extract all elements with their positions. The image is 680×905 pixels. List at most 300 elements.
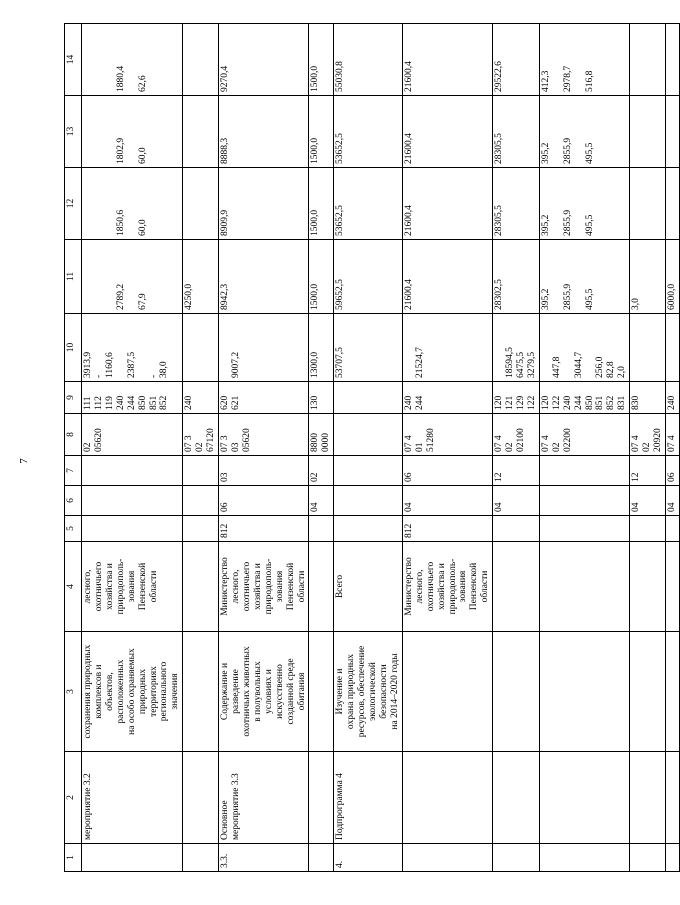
cell-line: 3279,5 bbox=[526, 351, 537, 378]
cell-line bbox=[149, 99, 160, 164]
cell-line: природополь- bbox=[115, 558, 126, 615]
cell-line bbox=[667, 27, 678, 92]
table-cell-col7: 06 bbox=[666, 456, 680, 486]
cell-line: 8800 bbox=[310, 433, 321, 452]
table-cell-col7: 03 bbox=[219, 456, 309, 486]
cell-line: 240 bbox=[562, 395, 573, 410]
cell-line bbox=[516, 27, 527, 92]
cell-line: 07 4 bbox=[494, 435, 505, 452]
cell-line: лесного, bbox=[414, 569, 425, 604]
table-cell-col5: 812 bbox=[402, 516, 492, 542]
cell-line bbox=[552, 99, 563, 164]
cell-line bbox=[415, 171, 426, 236]
cell-line bbox=[127, 243, 138, 310]
table-cell-col8 bbox=[219, 414, 309, 456]
cell-line bbox=[552, 243, 563, 310]
table-cell-col6 bbox=[334, 486, 403, 516]
column-header-10: 10 bbox=[65, 314, 82, 382]
cell-line: 1500,0 bbox=[310, 209, 321, 236]
cell-line: 2855,9 bbox=[562, 283, 573, 310]
table-cell-col5 bbox=[334, 516, 403, 542]
cell-line: 07 4 bbox=[540, 435, 551, 452]
cell-line: 1500,0 bbox=[310, 65, 321, 92]
table-cell-col12 bbox=[666, 168, 680, 240]
cell-line bbox=[505, 27, 516, 92]
cell-line bbox=[527, 99, 538, 164]
cell-line: 02 bbox=[505, 442, 516, 452]
cell-line: 67,9 bbox=[137, 293, 148, 310]
cell-line: 21524,7 bbox=[414, 347, 425, 378]
table-cell-col8 bbox=[630, 414, 666, 456]
table-cell-col14 bbox=[539, 24, 629, 96]
cell-line: обитания bbox=[296, 672, 307, 711]
column-header-7: 7 bbox=[65, 456, 82, 486]
table-cell-col13 bbox=[630, 96, 666, 168]
cell-line: 1850,6 bbox=[115, 209, 126, 236]
cell-line: - bbox=[93, 374, 104, 378]
table-cell-col2: Подпрограмма 4 bbox=[334, 752, 403, 844]
cell-line: 62,6 bbox=[137, 75, 148, 92]
cell-line: 02100 bbox=[516, 428, 527, 452]
table-cell-col10 bbox=[402, 314, 492, 382]
cell-line: лесного, bbox=[83, 569, 93, 604]
cell-line: 122 bbox=[551, 395, 562, 410]
cell-line: 122 bbox=[526, 395, 537, 410]
cell-line bbox=[184, 99, 195, 164]
table-cell-col13 bbox=[309, 96, 334, 168]
column-header-3: 3 bbox=[65, 632, 82, 752]
cell-line bbox=[527, 27, 538, 92]
cell-line: искусственно bbox=[274, 664, 285, 719]
cell-line: Пензенской bbox=[137, 562, 148, 611]
table-cell-col1 bbox=[630, 844, 666, 872]
table-cell-col6 bbox=[539, 486, 629, 516]
cell-line bbox=[574, 27, 585, 92]
cell-line: 02 bbox=[195, 442, 206, 452]
cell-line bbox=[94, 243, 105, 310]
cell-line: 53652,5 bbox=[335, 205, 346, 236]
cell-line: значения bbox=[170, 673, 181, 710]
cell-line bbox=[149, 27, 160, 92]
cell-line: 395,2 bbox=[540, 288, 551, 310]
cell-line: 3044,7 bbox=[573, 351, 584, 378]
cell-line bbox=[667, 99, 678, 164]
table-row bbox=[82, 24, 183, 872]
cell-line: Изучение и bbox=[335, 668, 346, 715]
table-cell-col11 bbox=[82, 240, 183, 314]
table-cell-col11 bbox=[630, 240, 666, 314]
cell-line: 111 bbox=[83, 396, 93, 410]
cell-line: 1880,4 bbox=[115, 65, 126, 92]
cell-line: условиях и bbox=[263, 669, 274, 714]
cell-line bbox=[231, 27, 242, 92]
cell-line: 620 bbox=[220, 395, 231, 410]
table-cell-col11 bbox=[309, 240, 334, 314]
cell-line bbox=[83, 171, 94, 236]
table-cell-col12 bbox=[219, 168, 309, 240]
table-cell-col10 bbox=[493, 314, 540, 382]
cell-line: 621 bbox=[230, 395, 241, 410]
cell-line: 256,0 bbox=[595, 356, 606, 378]
table-cell-col6 bbox=[82, 486, 183, 516]
table-cell-col5 bbox=[309, 516, 334, 542]
table-cell-col9 bbox=[539, 382, 629, 414]
cell-line: объектов, bbox=[104, 672, 115, 711]
table-cell-col4 bbox=[183, 542, 219, 632]
cell-line bbox=[94, 27, 105, 92]
table-cell-col3 bbox=[630, 632, 666, 752]
table-cell-col2 bbox=[493, 752, 540, 844]
table-cell-col7: 12 bbox=[493, 456, 540, 486]
table-cell-col6: 06 bbox=[219, 486, 309, 516]
table-cell-col9 bbox=[334, 382, 403, 414]
cell-line: 21600,4 bbox=[403, 205, 414, 236]
table-cell-col7 bbox=[539, 456, 629, 486]
table-row bbox=[493, 24, 540, 872]
cell-line: 8942,3 bbox=[220, 283, 231, 310]
cell-line bbox=[127, 99, 138, 164]
table-cell-col4 bbox=[630, 542, 666, 632]
cell-line: природополь- bbox=[447, 558, 458, 615]
cell-line: 129 bbox=[516, 395, 527, 410]
cell-line: 2,0 bbox=[617, 366, 628, 378]
table-cell-col11 bbox=[539, 240, 629, 314]
cell-line: 53652,5 bbox=[335, 133, 346, 164]
table-cell-col13 bbox=[183, 96, 219, 168]
table-cell-col5 bbox=[183, 516, 219, 542]
cell-line: 130 bbox=[310, 395, 321, 410]
cell-line: Министерство bbox=[403, 557, 414, 616]
cell-line bbox=[159, 243, 170, 310]
cell-line: 02 bbox=[551, 442, 562, 452]
cell-line bbox=[527, 171, 538, 236]
column-header-8: 8 bbox=[65, 414, 82, 456]
cell-line: созданной среде bbox=[285, 658, 296, 725]
table-cell-col5 bbox=[539, 516, 629, 542]
cell-line: 2387,5 bbox=[126, 351, 137, 378]
cell-line: 412,3 bbox=[540, 70, 551, 92]
cell-line: 28302,5 bbox=[494, 279, 505, 310]
cell-line: 28305,5 bbox=[494, 205, 505, 236]
cell-line: сохранения природных bbox=[83, 644, 93, 739]
cell-line: хозяйства и bbox=[436, 563, 447, 610]
cell-line: 01 bbox=[414, 442, 425, 452]
table-cell-col3 bbox=[183, 632, 219, 752]
cell-line: 830 bbox=[631, 395, 642, 410]
cell-line: 53707,5 bbox=[335, 347, 346, 378]
table-cell-col9 bbox=[183, 382, 219, 414]
table-cell-col2 bbox=[539, 752, 629, 844]
cell-line bbox=[516, 243, 527, 310]
table-row bbox=[402, 24, 492, 872]
cell-line bbox=[606, 99, 617, 164]
table-cell-col3 bbox=[219, 632, 309, 752]
table-cell-col8 bbox=[183, 414, 219, 456]
table-cell-col11 bbox=[402, 240, 492, 314]
cell-line: 1160,6 bbox=[104, 352, 115, 378]
cell-line: 67120 bbox=[206, 428, 217, 452]
cell-line bbox=[415, 243, 426, 310]
cell-line: области bbox=[148, 570, 159, 603]
cell-line: 120 bbox=[494, 395, 505, 410]
cell-line: 850 bbox=[584, 395, 595, 410]
table-cell-col3 bbox=[309, 632, 334, 752]
table-cell-col5 bbox=[666, 516, 680, 542]
table-cell-col14 bbox=[402, 24, 492, 96]
table-cell-col12 bbox=[183, 168, 219, 240]
table-cell-col4 bbox=[666, 542, 680, 632]
table-cell-col8 bbox=[539, 414, 629, 456]
cell-line: 240 bbox=[403, 395, 414, 410]
table-cell-col9 bbox=[309, 382, 334, 414]
cell-line bbox=[552, 171, 563, 236]
cell-line: 02200 bbox=[562, 428, 573, 452]
cell-line: 9270,4 bbox=[220, 65, 231, 92]
table-cell-col3 bbox=[82, 632, 183, 752]
cell-line bbox=[220, 317, 231, 378]
cell-line: 240 bbox=[115, 395, 126, 410]
cell-line: 51280 bbox=[425, 428, 436, 452]
table-row bbox=[219, 24, 309, 872]
cell-line: 447,8 bbox=[551, 356, 562, 378]
cell-line bbox=[595, 27, 606, 92]
table-cell-col13 bbox=[402, 96, 492, 168]
table-cell-col12 bbox=[493, 168, 540, 240]
column-header-9: 9 bbox=[65, 382, 82, 414]
cell-line: 112 bbox=[93, 396, 104, 410]
table-cell-col12 bbox=[334, 168, 403, 240]
cell-line bbox=[83, 27, 94, 92]
cell-line: 495,5 bbox=[584, 142, 595, 164]
cell-line bbox=[617, 171, 628, 236]
table-cell-col7 bbox=[82, 456, 183, 486]
cell-line bbox=[105, 27, 116, 92]
table-cell-col9 bbox=[666, 382, 680, 414]
table-body bbox=[82, 24, 680, 872]
table-cell-col13 bbox=[666, 96, 680, 168]
table-cell-col10 bbox=[219, 314, 309, 382]
cell-line bbox=[631, 317, 642, 378]
table-cell-col3 bbox=[666, 632, 680, 752]
cell-line: 3,0 bbox=[631, 298, 642, 310]
cell-line bbox=[105, 171, 116, 236]
table-cell-col13 bbox=[334, 96, 403, 168]
cell-line bbox=[516, 171, 527, 236]
table-cell-col13 bbox=[82, 96, 183, 168]
cell-line: 20920 bbox=[653, 428, 664, 452]
table-cell-col1 bbox=[493, 844, 540, 872]
table-cell-col4 bbox=[493, 542, 540, 632]
cell-line: 244 bbox=[573, 395, 584, 410]
table-cell-col7 bbox=[183, 456, 219, 486]
cell-line: Пензенской bbox=[285, 562, 296, 611]
table-cell-col11 bbox=[334, 240, 403, 314]
table-cell-col8 bbox=[334, 414, 403, 456]
budget-table bbox=[64, 23, 680, 872]
table-cell-col6: 04 bbox=[666, 486, 680, 516]
cell-line: в полувольных bbox=[252, 661, 263, 722]
cell-line: 395,2 bbox=[540, 214, 551, 236]
cell-line bbox=[404, 317, 415, 378]
cell-line: 02 bbox=[642, 442, 653, 452]
table-cell-col5 bbox=[493, 516, 540, 542]
cell-line bbox=[552, 27, 563, 92]
cell-line bbox=[667, 171, 678, 236]
cell-line bbox=[574, 99, 585, 164]
cell-line bbox=[94, 171, 105, 236]
table-cell-col3 bbox=[334, 632, 403, 752]
cell-line: области bbox=[480, 570, 491, 603]
table-cell-col11 bbox=[219, 240, 309, 314]
cell-line: 120 bbox=[540, 395, 551, 410]
table-cell-col1 bbox=[402, 844, 492, 872]
cell-line: 29522,6 bbox=[494, 61, 505, 92]
table-cell-col10 bbox=[666, 314, 680, 382]
table-cell-col5 bbox=[82, 516, 183, 542]
table-cell-col14 bbox=[493, 24, 540, 96]
cell-line bbox=[138, 317, 149, 378]
table-cell-col14 bbox=[309, 24, 334, 96]
cell-line bbox=[94, 99, 105, 164]
table-cell-col14 bbox=[183, 24, 219, 96]
table-cell-col12 bbox=[402, 168, 492, 240]
cell-line: хозяйства и bbox=[104, 563, 115, 610]
cell-line bbox=[563, 317, 574, 378]
cell-line bbox=[127, 171, 138, 236]
table-cell-col4 bbox=[334, 542, 403, 632]
cell-line: 1300,0 bbox=[310, 351, 321, 378]
cell-line: мероприятие 3.3 bbox=[230, 773, 241, 840]
cell-line bbox=[116, 317, 127, 378]
cell-line: 07 3 bbox=[184, 435, 195, 452]
cell-line bbox=[149, 171, 160, 236]
cell-line: зования bbox=[274, 570, 285, 603]
cell-line: 4250,0 bbox=[184, 283, 195, 310]
cell-line: 18594,5 bbox=[505, 347, 516, 378]
table-cell-col4 bbox=[539, 542, 629, 632]
table-cell-col2: мероприятие 3.2 bbox=[82, 752, 183, 844]
table-cell-col2 bbox=[666, 752, 680, 844]
cell-line bbox=[595, 99, 606, 164]
column-header-12: 12 bbox=[65, 168, 82, 240]
cell-line bbox=[617, 27, 628, 92]
table-cell-col13 bbox=[539, 96, 629, 168]
table-cell-col10 bbox=[630, 314, 666, 382]
cell-line: 119 bbox=[104, 396, 115, 410]
cell-line: 495,5 bbox=[584, 214, 595, 236]
cell-line: Министерство bbox=[220, 557, 231, 616]
cell-line: 851 bbox=[148, 395, 159, 410]
table-cell-col9 bbox=[82, 382, 183, 414]
cell-line: 395,2 bbox=[540, 142, 551, 164]
table-cell-col4 bbox=[309, 542, 334, 632]
table-cell-col13 bbox=[493, 96, 540, 168]
table-row bbox=[539, 24, 629, 872]
cell-line: регионального bbox=[159, 661, 170, 722]
table-row bbox=[630, 24, 666, 872]
header-row bbox=[65, 24, 82, 872]
table-cell-col12 bbox=[539, 168, 629, 240]
cell-line bbox=[527, 243, 538, 310]
table-cell-col8 bbox=[666, 414, 680, 456]
cell-line: Содержание и bbox=[220, 662, 231, 721]
cell-line: 05620 bbox=[93, 428, 104, 452]
cell-line: охотничьего bbox=[241, 561, 252, 612]
cell-line: 244 bbox=[126, 395, 137, 410]
cell-line: 55030,8 bbox=[335, 61, 346, 92]
table-cell-col7: 02 bbox=[309, 456, 334, 486]
table-cell-col14 bbox=[666, 24, 680, 96]
cell-line: 831 bbox=[617, 395, 628, 410]
table-cell-col6 bbox=[183, 486, 219, 516]
cell-line: 8888,3 bbox=[220, 137, 231, 164]
cell-line bbox=[231, 243, 242, 310]
table-cell-col2 bbox=[219, 752, 309, 844]
cell-line: области bbox=[296, 570, 307, 603]
cell-line bbox=[159, 99, 170, 164]
cell-line: 2855,9 bbox=[562, 209, 573, 236]
column-header-11: 11 bbox=[65, 240, 82, 314]
cell-line: 3913,9 bbox=[83, 351, 93, 378]
cell-line: - bbox=[148, 374, 159, 378]
cell-line: 38,0 bbox=[159, 361, 170, 378]
cell-line bbox=[231, 171, 242, 236]
cell-line: ресурсов, обеспечение bbox=[357, 645, 368, 738]
table-cell-col14 bbox=[334, 24, 403, 96]
table-cell-col1 bbox=[82, 844, 183, 872]
cell-line: 21600,4 bbox=[403, 279, 414, 310]
cell-line: 07 4 bbox=[667, 435, 678, 452]
table-cell-col12 bbox=[309, 168, 334, 240]
cell-line: охотничьего bbox=[425, 561, 436, 612]
table-cell-col1 bbox=[183, 844, 219, 872]
cell-line bbox=[83, 99, 94, 164]
cell-line: 28305,5 bbox=[494, 133, 505, 164]
table-cell-col6: 04 bbox=[402, 486, 492, 516]
cell-line bbox=[606, 171, 617, 236]
cell-line: природополь- bbox=[263, 558, 274, 615]
table-cell-col8 bbox=[493, 414, 540, 456]
table-row bbox=[183, 24, 219, 872]
page-number: 7 bbox=[18, 458, 30, 464]
cell-line: Всего bbox=[335, 574, 346, 599]
cell-line: 240 bbox=[184, 395, 195, 410]
cell-line: комплексов и bbox=[93, 664, 104, 719]
column-header-6: 6 bbox=[65, 486, 82, 516]
cell-line: 2978,7 bbox=[562, 65, 573, 92]
table-cell-col9 bbox=[402, 382, 492, 414]
table-cell-col2 bbox=[630, 752, 666, 844]
cell-line: охотничьих животных bbox=[241, 646, 252, 737]
table-cell-col1 bbox=[666, 844, 680, 872]
cell-line: 2855,9 bbox=[562, 137, 573, 164]
cell-line: 852 bbox=[606, 395, 617, 410]
cell-line: 1802,9 bbox=[115, 137, 126, 164]
cell-line: природных bbox=[137, 668, 148, 715]
cell-line: территориях bbox=[148, 666, 159, 717]
cell-line bbox=[606, 27, 617, 92]
cell-line bbox=[184, 27, 195, 92]
table-cell-col1: 4. bbox=[334, 844, 403, 872]
cell-line: 516,8 bbox=[584, 70, 595, 92]
table-cell-col6: 04 bbox=[493, 486, 540, 516]
cell-line: 1500,0 bbox=[310, 283, 321, 310]
cell-line bbox=[505, 99, 516, 164]
table-cell-col1 bbox=[539, 844, 629, 872]
cell-line bbox=[541, 317, 552, 378]
table-cell-col10 bbox=[309, 314, 334, 382]
table-cell-col9 bbox=[219, 382, 309, 414]
